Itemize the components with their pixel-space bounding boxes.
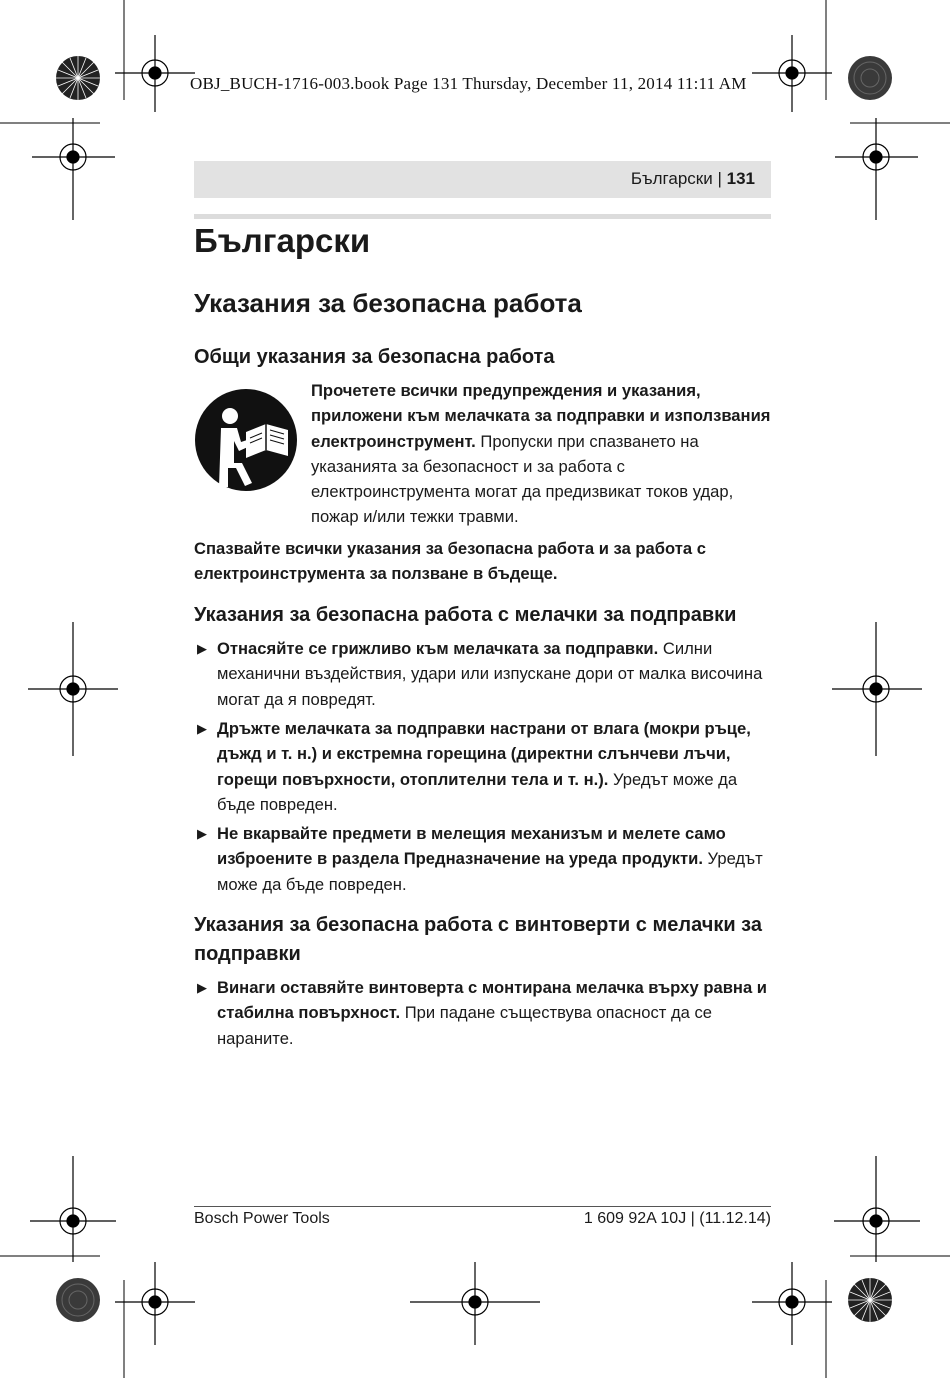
list-item: [197, 716, 774, 817]
item-text: Уредът може да бъде повреден.: [217, 769, 738, 814]
star-target-bottom-right: [848, 1278, 892, 1322]
item-bold: Винаги оставяйте винтоверта с монтирана мелачка върху равна и стабилна повърхност.: [217, 978, 767, 1023]
footer-brand: Bosch Power Tools: [194, 1210, 330, 1227]
star-target-top-left: [56, 56, 100, 100]
page-number: 131: [726, 169, 755, 188]
footer-code: 1 609 92A 10J | (11.12.14): [583, 1210, 771, 1227]
item-text: Уредът може да бъде повреден.: [217, 849, 763, 894]
footer-rule: [194, 1206, 771, 1207]
grinder-heading: Указания за безопасна работа с мелачки за подправки: [194, 604, 737, 626]
header-language: Български: [630, 169, 713, 188]
registration-mark-top-right: [752, 35, 832, 112]
star-target-bottom-left: [56, 1278, 100, 1322]
list-item: [197, 975, 774, 1051]
intro-bold: Прочетете всички предупреждения и указания, приложени към мелачката за подправки и използвания електроинструмент.: [311, 381, 771, 451]
read-manual-icon: [194, 388, 298, 492]
list-item: [197, 821, 774, 897]
header-separator: |: [717, 169, 722, 188]
item-bold: Дръжте мелачката за подправки настрани от влага (мокри ръце, дъжд и т. н.) и екстремна горещина (директни слънчеви лъчи, горещи повърхности, отоплителни тела и т. н.).: [217, 719, 751, 789]
page-header: [194, 161, 771, 198]
item-bold: Отнасяйте се грижливо към мелачката за подправки.: [217, 639, 659, 658]
page-title: Български: [194, 222, 371, 259]
item-text: Силни механични въздействия, удари или изпускане дори от малка височина могат да я повредят.: [217, 639, 763, 709]
intro-text: Пропуски при спазването на указанията за безопасност и за работа с електроинструмента могат да предизвикат токов удар, пожар и/или тежки травми.: [311, 431, 734, 527]
keep-note-text: Спазвайте всички указания за безопасна работа и за работа с електроинструмента за ползване в бъдеще.: [194, 539, 706, 584]
print-info-line: OBJ_BUCH-1716-003.book Page 131 Thursday, December 11, 2014 11:11 AM: [190, 74, 747, 93]
general-heading: Общи указания за безопасна работа: [194, 346, 555, 368]
registration-mark-top-left: [115, 35, 195, 112]
bullet-arrow-icon: ▶: [197, 721, 207, 736]
item-bold: Не вкарвайте предмети в мелещия механизъм и мелете само изброените в раздела Предназначение на уреда продукти.: [217, 824, 726, 869]
header-rule: [194, 214, 771, 219]
screwdriver-heading: Указания за безопасна работа с винтоверти с мелачки за подправки: [194, 914, 762, 965]
list-item: [197, 636, 774, 712]
star-target-top-right: [848, 56, 892, 100]
keep-instructions-note: [194, 536, 774, 587]
general-intro: [311, 378, 774, 530]
bullet-arrow-icon: ▶: [197, 980, 207, 995]
bullet-arrow-icon: ▶: [197, 641, 207, 656]
bullet-arrow-icon: ▶: [197, 826, 207, 841]
section-title: Указания за безопасна работа: [194, 288, 582, 318]
item-text: При падане съществува опасност да се нараните.: [217, 1003, 713, 1048]
